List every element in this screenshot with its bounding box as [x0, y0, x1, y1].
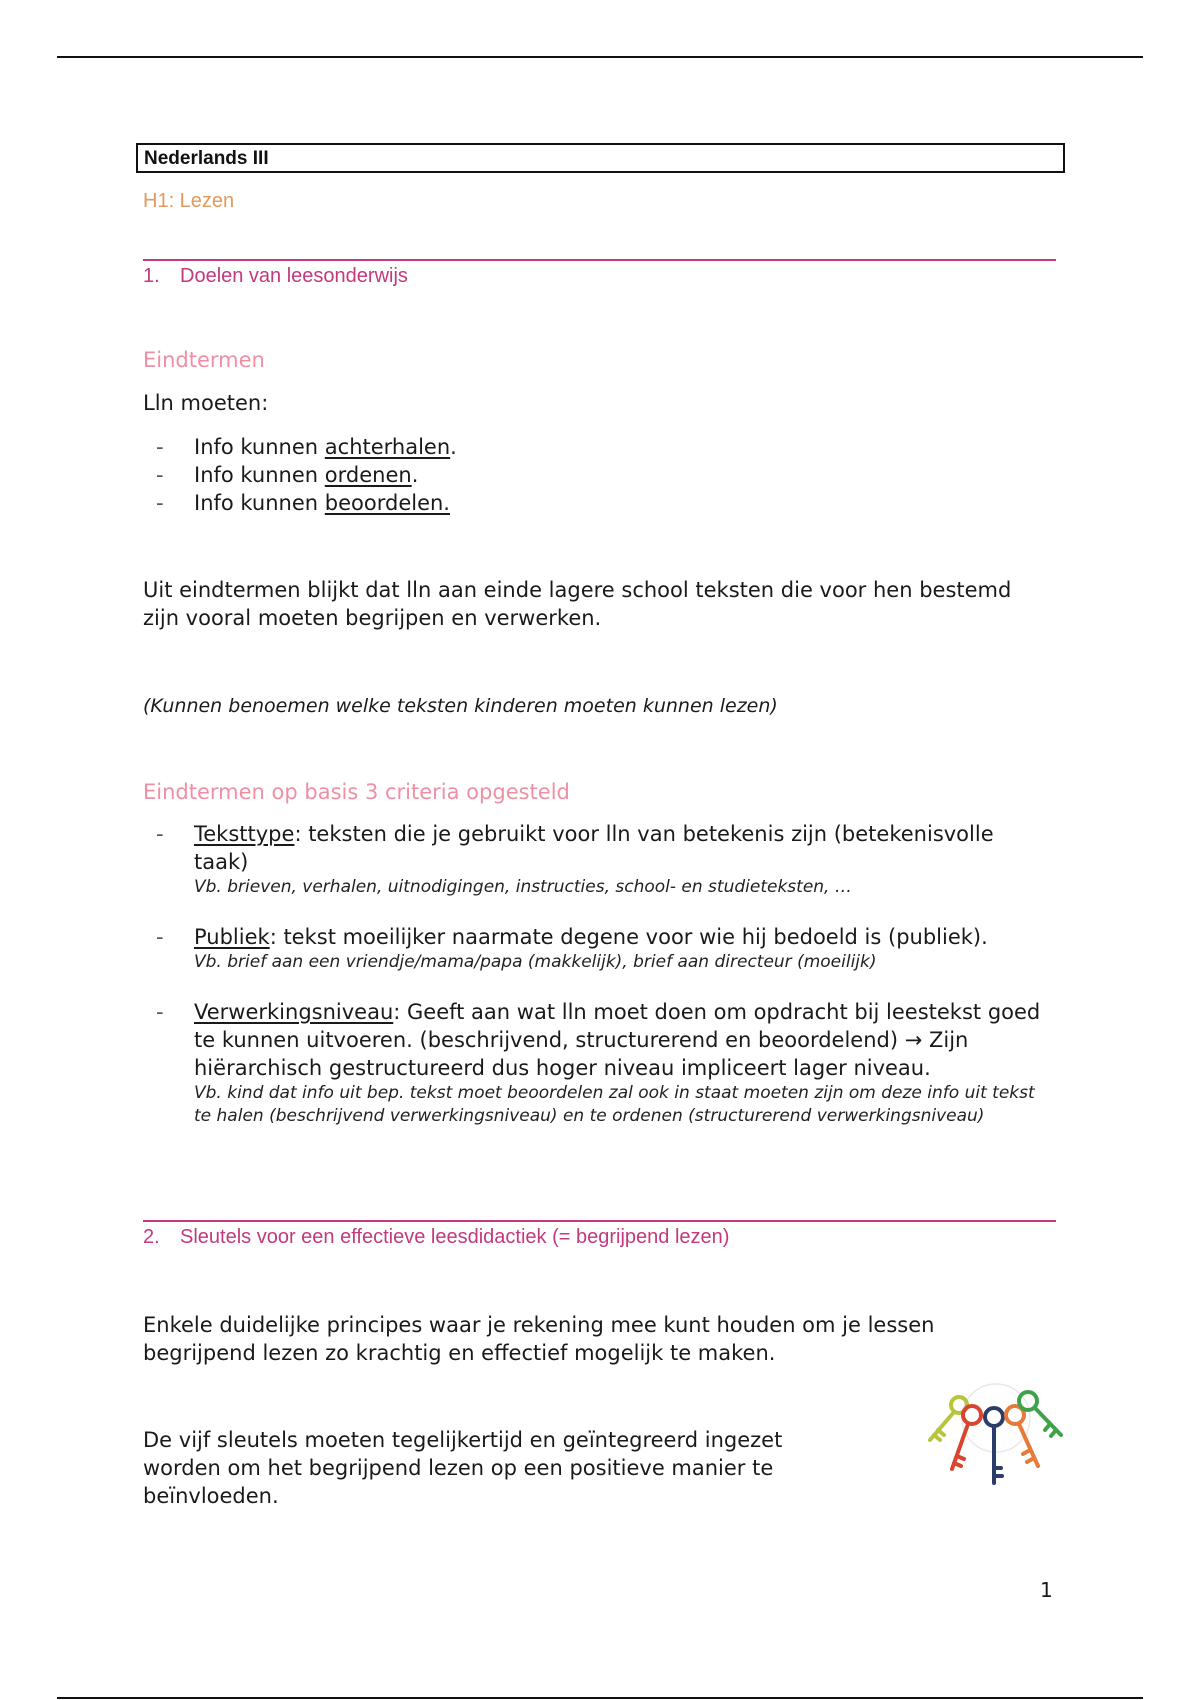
key-icon — [985, 1408, 1003, 1483]
reading-note: (Kunnen benoemen welke teksten kinderen moeten kunnen lezen) — [143, 695, 778, 717]
list-item: - Info kunnen beoordelen. — [156, 491, 450, 515]
section-1-rule — [143, 259, 1056, 261]
section-1-number: 1. — [143, 265, 160, 287]
criterion-example: Vb. brief aan een vriendje/mama/papa (makkelijk), brief aan directeur (moeilijk) — [194, 952, 877, 972]
list-item: - Info kunnen ordenen. — [156, 463, 419, 487]
goal-keyword: ordenen — [324, 463, 412, 487]
section-1-heading — [143, 265, 408, 288]
criterion-term: Verwerkingsniveau — [194, 1000, 394, 1024]
page-number: 1 — [1040, 1578, 1053, 1602]
criteria-subheading: Eindtermen op basis 3 criteria opgesteld — [143, 780, 570, 804]
bullet-dash: - — [156, 822, 164, 846]
criterion-example: Vb. kind dat info uit bep. tekst moet beoordelen zal ook in staat moeten zijn om deze info uit tekst te halen (beschrijvend verwerkingsniveau) en te ordenen (structurerend verwerkingsniveau) — [194, 1083, 1035, 1126]
key-icon — [952, 1406, 981, 1469]
eindtermen-paragraph: Uit eindtermen blijkt dat lln aan einde lagere school teksten die voor hen bestemd zijn vooral moeten begrijpen en verwerken. — [143, 578, 1012, 630]
section-1-title: Doelen van leesonderwijs — [180, 265, 408, 287]
bullet-dash: - — [156, 463, 164, 487]
list-item — [143, 923, 1053, 974]
page-top-rule — [57, 56, 1143, 58]
section-2-heading — [143, 1226, 729, 1249]
goals-intro: Lln moeten: — [143, 391, 269, 415]
list-item — [143, 998, 1053, 1128]
bullet-dash: - — [156, 1000, 164, 1024]
bullet-dash: - — [156, 925, 164, 949]
criterion-term: Teksttype — [194, 822, 295, 846]
key-icon — [1006, 1406, 1038, 1466]
keys-illustration — [916, 1383, 1071, 1489]
criteria-list — [143, 820, 1053, 1128]
bullet-dash: - — [156, 491, 164, 515]
criterion-text: : teksten die je gebruikt voor lln van betekenis zijn (betekenisvolle taak) — [194, 822, 994, 874]
criterion-term: Publiek — [194, 925, 270, 949]
section-2-number: 2. — [143, 1226, 160, 1248]
section-2-rule — [143, 1220, 1056, 1222]
criterion-example: Vb. brieven, verhalen, uitnodigingen, instructies, school- en studieteksten, … — [194, 877, 852, 897]
goal-keyword: beoordelen. — [324, 491, 450, 515]
criterion-text: : tekst moeilijker naarmate degene voor wie hij bedoeld is (publiek). — [269, 925, 988, 949]
eindtermen-subheading: Eindtermen — [143, 348, 265, 372]
bullet-dash: - — [156, 435, 164, 459]
page-bottom-rule — [57, 1697, 1143, 1699]
criterion-text: : Geeft aan wat lln moet doen om opdracht bij leestekst goed te kunnen uitvoeren. (beschrijvend, structurerend en beoordelend) → Zijn hiërarchisch gestructureerd dus hoger niveau impliceert lager niveau. — [194, 1000, 1041, 1080]
section-2-title: Sleutels voor een effectieve leesdidactiek (= begrijpend lezen) — [180, 1226, 730, 1248]
goal-keyword: achterhalen — [324, 435, 451, 459]
goals-list — [143, 433, 457, 517]
list-item — [143, 820, 1053, 899]
chapter-heading: H1: Lezen — [143, 190, 235, 212]
section-2-paragraph-2: De vijf sleutels moeten tegelijkertijd en geïntegreerd ingezet worden om het begrijpend lezen op een positieve manier te beïnvloeden. — [143, 1428, 783, 1508]
document-title: Nederlands III — [136, 143, 1065, 173]
section-2-paragraph-1: Enkele duidelijke principes waar je rekening mee kunt houden om je lessen begrijpend lezen zo krachtig en effectief mogelijk te maken. — [143, 1313, 935, 1365]
list-item: - Info kunnen achterhalen. — [156, 435, 457, 459]
